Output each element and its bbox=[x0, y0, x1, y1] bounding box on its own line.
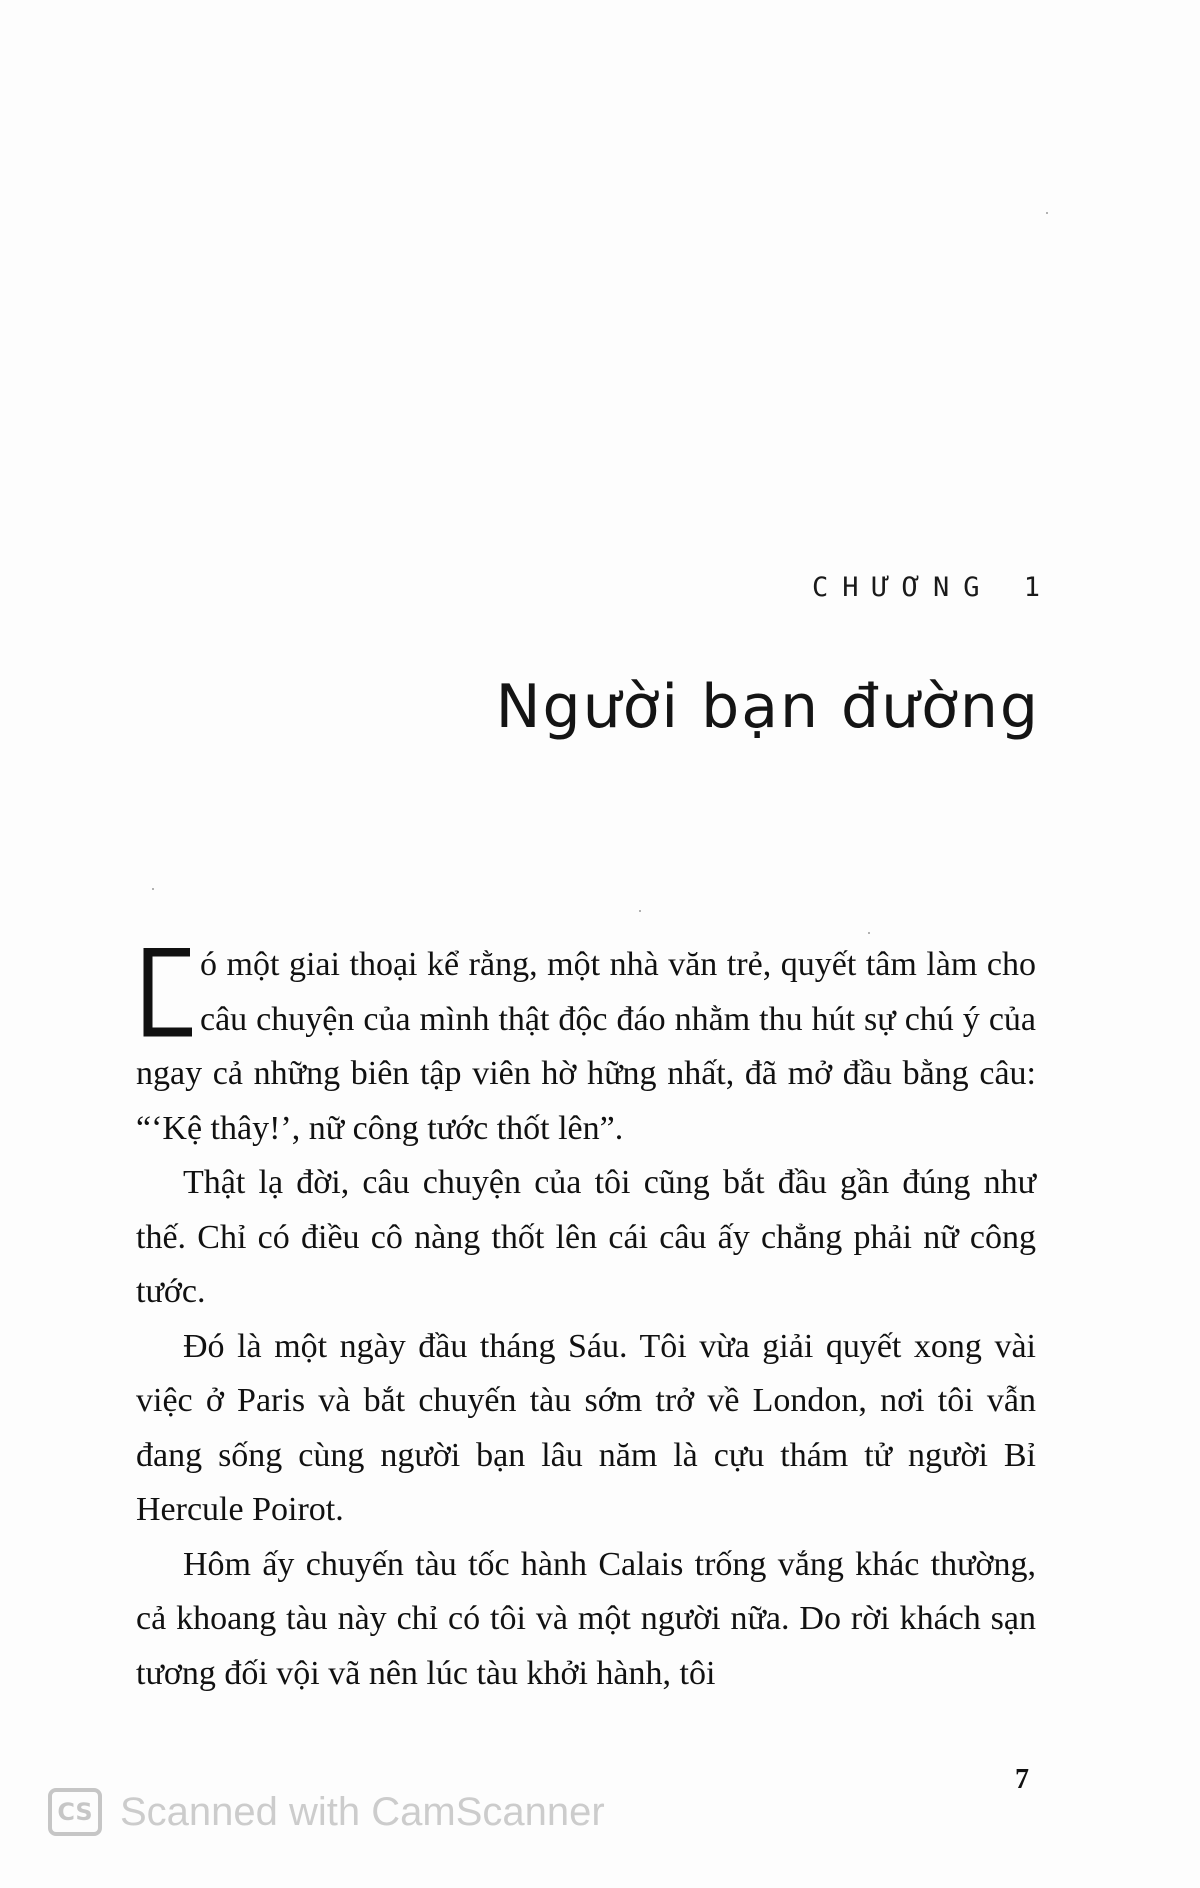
paragraph-1 bbox=[136, 938, 1036, 1156]
scan-speck bbox=[152, 888, 154, 890]
paragraph-1-text: ó một giai thoại kể rằng, một nhà văn trẻ, quyết tâm làm cho câu chuyện của mình thật độc đáo nhằm thu hút sự chú ý của ngay cả những biên tập viên hờ hững nhất, đã mở đầu bằng câu: “‘Kệ thây!’, nữ công tước thốt lên”. bbox=[136, 946, 1036, 1147]
scan-speck bbox=[1046, 212, 1048, 214]
scan-speck bbox=[639, 910, 641, 912]
camscanner-logo-icon: CS bbox=[48, 1788, 102, 1836]
scan-speck bbox=[868, 932, 870, 934]
watermark-text: Scanned with CamScanner bbox=[120, 1789, 605, 1834]
paragraph-3: Đó là một ngày đầu tháng Sáu. Tôi vừa giải quyết xong vài việc ở Paris và bắt chuyến tàu sớm trở về London, nơi tôi vẫn đang sống cùng người bạn lâu năm là cựu thám tử người Bỉ Hercule Poirot. bbox=[136, 1327, 1036, 1528]
page-number: 7 bbox=[1015, 1764, 1029, 1795]
paragraph-4: Hôm ấy chuyến tàu tốc hành Calais trống vắng khác thường, cả khoang tàu này chỉ có tôi và một người nữa. Do rời khách sạn tương đối vội vã nên lúc tàu khởi hành, tôi bbox=[136, 1545, 1036, 1692]
body-text bbox=[136, 938, 1036, 1701]
paragraph-2: Thật lạ đời, câu chuyện của tôi cũng bắt đầu gần đúng như thế. Chỉ có điều cô nàng thốt lên cái câu ấy chẳng phải nữ công tước. bbox=[136, 1164, 1036, 1310]
chapter-title: Người bạn đường bbox=[495, 672, 1040, 742]
chapter-label: CHƯƠNG 1 bbox=[811, 572, 1054, 603]
drop-cap bbox=[136, 948, 194, 1038]
camscanner-watermark bbox=[48, 1788, 605, 1836]
